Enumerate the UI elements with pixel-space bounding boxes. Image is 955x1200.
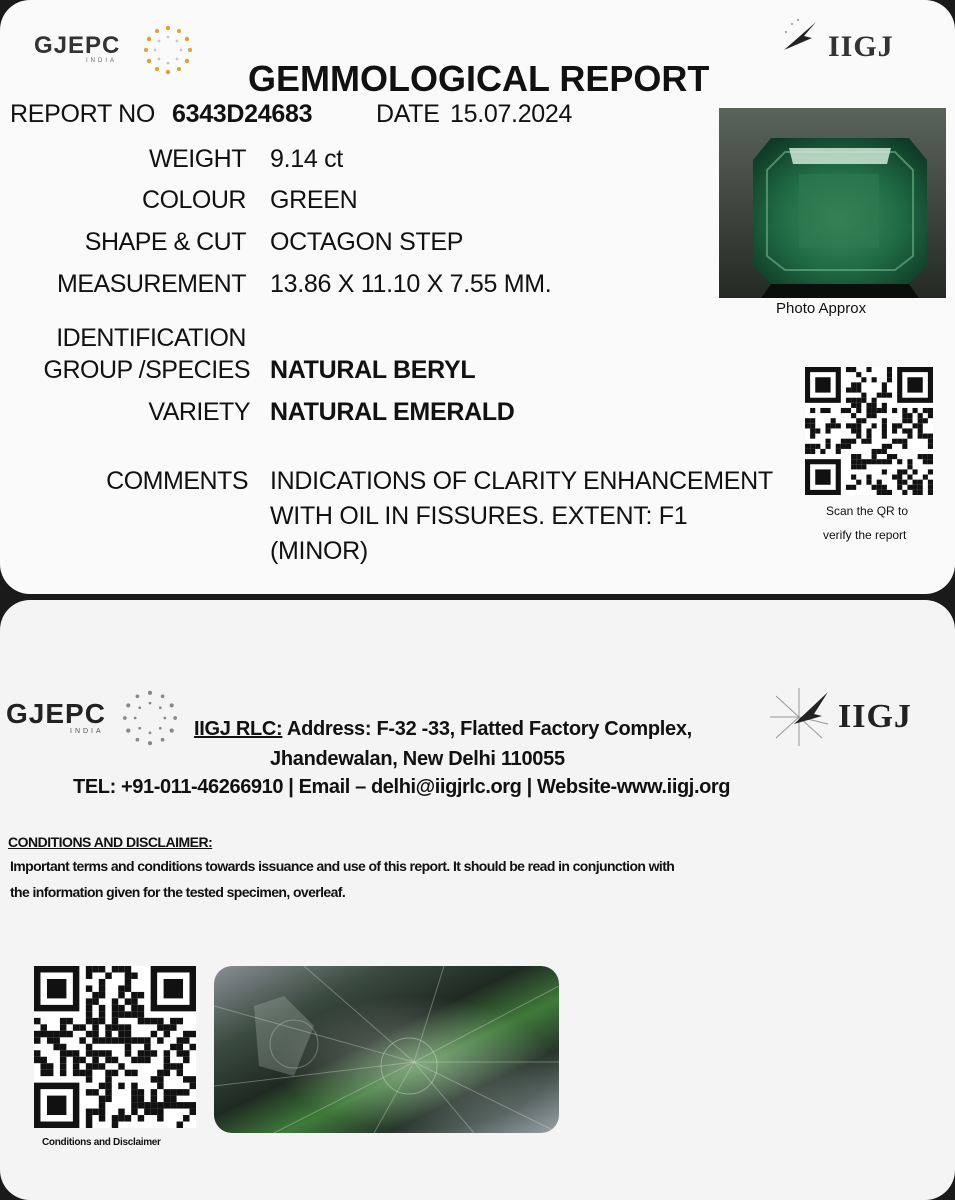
iigj-arrow-icon: [782, 18, 822, 52]
address-line: [194, 718, 692, 741]
field-value: NATURAL EMERALD: [270, 398, 515, 426]
field-value: NATURAL BERYL: [270, 356, 476, 384]
address-label: IIGJ RLC:: [194, 718, 283, 740]
qr-code-icon: [805, 367, 933, 495]
comment-line: INDICATIONS OF CLARITY ENHANCEMENT: [270, 467, 773, 495]
field-label: GROUP /SPECIES: [43, 356, 250, 384]
field-label: SHAPE & CUT: [84, 228, 246, 256]
report-no-label: REPORT NO: [10, 100, 156, 128]
emerald-image: [719, 108, 946, 298]
security-hologram: [214, 966, 559, 1133]
comment-line: (MINOR): [270, 537, 368, 565]
report-no-value: 6343D24683: [172, 100, 313, 128]
conditions-line: Important terms and conditions towards issuance and use of this report. It should be read in conjunction with: [10, 858, 675, 874]
gjepc-logo-text: GJEPC: [34, 32, 121, 59]
iigj-logo-text: IIGJ: [828, 30, 894, 63]
gjepc-sunburst-icon: [140, 22, 196, 78]
report-front-card: [0, 0, 955, 594]
qr-caption-line: Scan the QR to: [826, 504, 909, 518]
date-label: DATE: [376, 100, 440, 128]
field-label: VARIETY: [148, 398, 250, 426]
comment-line: WITH OIL IN FISSURES. EXTENT: F1: [270, 502, 688, 530]
conditions-line: the information given for the tested specimen, overleaf.: [10, 884, 346, 900]
gjepc-logo-subtext: INDIA: [70, 728, 104, 735]
verify-qr-code[interactable]: [805, 367, 933, 495]
field-label: MEASUREMENT: [57, 270, 246, 298]
hologram-image: [214, 966, 559, 1133]
qr-caption: Conditions and Disclaimer: [42, 1137, 161, 1148]
gjepc-logo-subtext: INDIA: [86, 58, 118, 64]
field-label: WEIGHT: [149, 145, 246, 173]
gjepc-logo-text: GJEPC: [6, 698, 106, 729]
report-title: GEMMOLOGICAL REPORT: [248, 58, 710, 99]
photo-caption: Photo Approx: [776, 300, 867, 317]
gem-photo: [719, 108, 946, 298]
field-value: GREEN: [270, 186, 358, 214]
conditions-qr-code[interactable]: [34, 966, 196, 1128]
qr-caption-line: verify the report: [823, 528, 907, 542]
identification-label: IDENTIFICATION: [56, 324, 246, 352]
field-value: 9.14 ct: [270, 145, 343, 173]
address-line-2: Jhandewalan, New Delhi 110055: [270, 748, 565, 770]
iigj-logo-text: IIGJ: [838, 698, 912, 735]
qr-code-icon: [34, 966, 196, 1128]
report-back-card: [0, 600, 955, 1200]
gjepc-sunburst-icon: [118, 686, 182, 750]
field-label: COLOUR: [142, 186, 246, 214]
field-value: 13.86 X 11.10 X 7.55 MM.: [270, 270, 552, 298]
date-value: 15.07.2024: [450, 100, 573, 128]
conditions-heading: CONDITIONS AND DISCLAIMER:: [8, 834, 213, 850]
address-text: Address: F-32 -33, Flatted Factory Complex,: [282, 718, 692, 740]
contact-line: TEL: +91-011-46266910 | Email – delhi@iigjrlc.org | Website-www.iigj.org: [73, 776, 731, 798]
field-label: COMMENTS: [106, 467, 248, 495]
iigj-arrow-icon: [766, 684, 832, 750]
field-value: OCTAGON STEP: [270, 228, 464, 256]
